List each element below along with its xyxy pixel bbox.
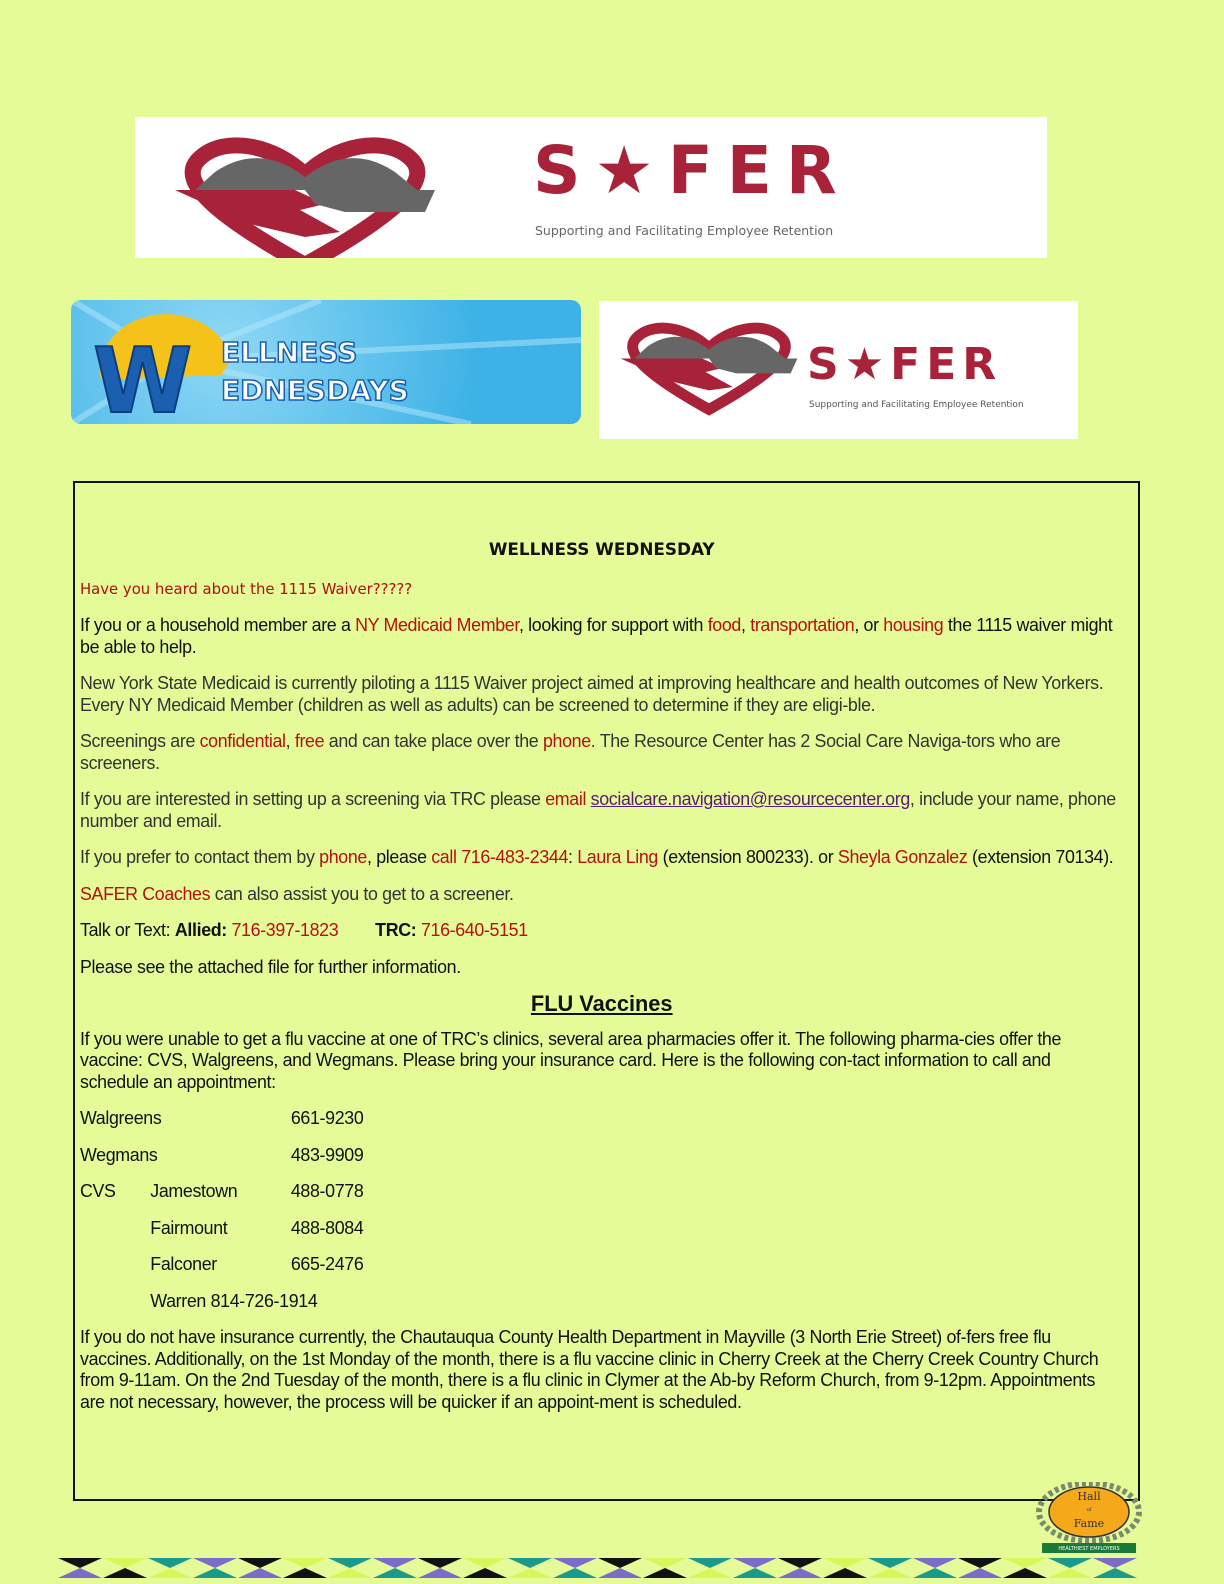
badge-line1: Hall bbox=[1077, 1490, 1101, 1503]
safer-logo-text: S★FER bbox=[533, 132, 851, 209]
strip-triangle bbox=[58, 1568, 102, 1578]
badge-ribbon: HEALTHIEST EMPLOYERS bbox=[1058, 1546, 1120, 1552]
strip-triangle bbox=[373, 1558, 417, 1568]
strip-triangle bbox=[1003, 1558, 1047, 1568]
flu-intro: If you were unable to get a flu vaccine at one of TRC’s clinics, several area pharmacies offer it. The following pharma-cies offer the vaccine: CVS, Walgreens, and Wegmans. Please bring your insurance card. Here is the following con-tact information to call and schedule an appointment: bbox=[80, 1028, 1062, 1092]
strip-triangle bbox=[148, 1568, 192, 1578]
banner-line1: ELLNESS bbox=[221, 336, 358, 369]
pharmacy-name bbox=[80, 1218, 150, 1240]
strip-triangle bbox=[958, 1558, 1002, 1568]
text-segment: Talk or Text: bbox=[80, 920, 175, 940]
text-segment: Screenings are bbox=[80, 731, 200, 751]
pharmacy-list bbox=[80, 1108, 1123, 1276]
text-segment: (extension 70134). bbox=[967, 847, 1114, 867]
text-segment: Sheyla Gonzalez bbox=[837, 847, 968, 867]
email-link[interactable]: socialcare.navigation@resourcecenter.org bbox=[590, 789, 910, 809]
text-segment: transportation bbox=[750, 615, 855, 635]
strip-triangle bbox=[148, 1558, 192, 1568]
strip-triangle bbox=[643, 1558, 687, 1568]
pharmacy-location: Fairmount bbox=[150, 1217, 228, 1238]
strip-triangle bbox=[373, 1568, 417, 1578]
text-segment: , looking for support with bbox=[518, 615, 708, 635]
strip-triangle bbox=[1048, 1568, 1092, 1578]
hall-of-fame-badge bbox=[1034, 1482, 1144, 1554]
safer-logo-tagline: Supporting and Facilitating Employee Retention bbox=[535, 223, 834, 238]
strip-triangle bbox=[238, 1558, 282, 1568]
strip-triangle bbox=[1048, 1558, 1092, 1568]
wellness-wednesdays-image bbox=[71, 300, 581, 424]
strip-triangle bbox=[103, 1558, 147, 1568]
paragraph bbox=[80, 673, 1123, 716]
strip-triangle bbox=[958, 1568, 1002, 1578]
safer-logo-image-small bbox=[599, 301, 1078, 439]
pharmacy-name: Wegmans bbox=[80, 1144, 158, 1165]
pharmacy-row bbox=[80, 1254, 1123, 1276]
strip-triangle bbox=[58, 1558, 102, 1568]
text-segment: and can take place over the bbox=[324, 731, 543, 751]
strip-triangle bbox=[463, 1568, 507, 1578]
pharmacy-phone: 483-9909 bbox=[290, 1144, 364, 1165]
text-segment: housing bbox=[883, 615, 944, 635]
pharmacy-location bbox=[150, 1145, 291, 1167]
text-segment: , or bbox=[854, 615, 884, 635]
strip-triangle bbox=[868, 1568, 912, 1578]
strip-triangle bbox=[103, 1568, 147, 1578]
pharmacy-name: Walgreens bbox=[80, 1108, 162, 1128]
text-segment: email bbox=[545, 789, 591, 809]
text-segment: Please see the attached file for further information. bbox=[80, 956, 461, 977]
strip-triangle bbox=[1093, 1558, 1137, 1568]
badge-line3: Fame bbox=[1073, 1517, 1105, 1530]
pharmacy-phone: 665-2476 bbox=[290, 1254, 364, 1274]
safer-logo-banner bbox=[135, 117, 1047, 258]
strip-triangle bbox=[508, 1568, 552, 1578]
paragraph bbox=[80, 731, 1123, 774]
strip-triangle bbox=[598, 1558, 642, 1568]
strip-triangle bbox=[238, 1568, 282, 1578]
text-segment: phone bbox=[542, 731, 591, 751]
strip-triangle bbox=[823, 1558, 867, 1568]
pharmacy-row bbox=[80, 1218, 1123, 1240]
pharmacy-name: CVS bbox=[80, 1181, 116, 1201]
paragraph bbox=[80, 884, 1123, 906]
strip-triangle bbox=[193, 1558, 237, 1568]
paragraph bbox=[80, 615, 1123, 658]
strip-triangle bbox=[733, 1558, 777, 1568]
text-segment: (extension 800233). or bbox=[658, 847, 838, 867]
text-segment: . The Resource Center has 2 Social Care Naviga-tors who are screeners. bbox=[80, 731, 1061, 773]
intro-question: Have you heard about the 1115 Waiver????? bbox=[80, 579, 413, 598]
text-segment: , include your name, phone number and email. bbox=[80, 789, 1116, 831]
strip-triangle bbox=[463, 1558, 507, 1568]
text-segment: Allied: bbox=[174, 920, 227, 940]
strip-triangle bbox=[778, 1568, 822, 1578]
strip-triangle bbox=[283, 1558, 327, 1568]
pharmacy-row bbox=[80, 1181, 1123, 1203]
pharmacy-phone: 661-9230 bbox=[290, 1108, 364, 1128]
text-segment: free bbox=[294, 731, 325, 751]
pharmacy-location: Jamestown bbox=[150, 1181, 238, 1201]
strip-triangle bbox=[328, 1568, 372, 1578]
decorative-border-strip bbox=[58, 1558, 1138, 1578]
pharmacy-phone: 488-8084 bbox=[290, 1217, 364, 1238]
strip-triangle bbox=[1003, 1568, 1047, 1578]
newsletter-content bbox=[80, 540, 1123, 1428]
strip-triangle bbox=[508, 1558, 552, 1568]
text-segment: can also assist you to get to a screener. bbox=[210, 883, 514, 904]
strip-triangle bbox=[328, 1558, 372, 1568]
strip-triangle bbox=[733, 1568, 777, 1578]
text-segment: , bbox=[285, 731, 295, 751]
text-segment: , please bbox=[366, 847, 432, 867]
text-segment: If you or a household member are a bbox=[80, 615, 356, 635]
strip-triangle bbox=[193, 1568, 237, 1578]
wellness-wednesdays-banner bbox=[71, 300, 581, 424]
safer-logo-tagline-small: Supporting and Facilitating Employee Retention bbox=[809, 400, 1024, 410]
text-segment: confidential bbox=[199, 731, 286, 751]
text-segment: call 716-483-2344 bbox=[431, 847, 569, 867]
strip-triangle bbox=[598, 1568, 642, 1578]
text-segment: SAFER Coaches bbox=[80, 883, 211, 904]
pharmacy-location bbox=[150, 1108, 291, 1130]
strip-triangle bbox=[553, 1558, 597, 1568]
flu-heading: FLU Vaccines bbox=[530, 991, 673, 1016]
banner-initial: W bbox=[93, 329, 193, 424]
pharmacy-phone: 488-0778 bbox=[290, 1181, 364, 1201]
strip-triangle bbox=[688, 1568, 732, 1578]
strip-triangle bbox=[913, 1558, 957, 1568]
text-segment: NY Medicaid Member bbox=[355, 615, 519, 635]
flu-closing: If you do not have insurance currently, the Chautauqua County Health Department in Mayville (3 North Erie Street) of-fers free flu vaccines. Additionally, on the 1st Monday of the month, there is a flu vaccine clinic in Cherry Creek at the Cherry Creek Country Church from 9-11am. On the 2nd Tuesday of the month, there is a flu clinic in Clymer at the Ab-by Reform Church, from 9-12pm. Appointments are not necessary, however, the process will be quicker if an appoint-ment is scheduled. bbox=[80, 1327, 1099, 1412]
strip-triangle bbox=[418, 1568, 462, 1578]
text-segment: , bbox=[740, 615, 751, 635]
banner-line2: EDNESDAYS bbox=[221, 374, 409, 407]
strip-triangle bbox=[913, 1568, 957, 1578]
text-segment: phone bbox=[319, 847, 367, 867]
page-title: WELLNESS WEDNESDAY bbox=[488, 540, 715, 560]
text-segment: 716-397-1823 bbox=[226, 920, 339, 940]
pharmacy-location: Falconer bbox=[150, 1254, 217, 1274]
badge-line2: of bbox=[1086, 1507, 1092, 1513]
text-segment: the 1115 waiver might be able to help. bbox=[80, 615, 1113, 657]
warren-contact: Warren 814-726-1914 bbox=[150, 1290, 318, 1311]
text-segment: food bbox=[707, 615, 741, 635]
text-segment: : bbox=[568, 847, 578, 867]
safer-logo-image bbox=[135, 117, 1047, 258]
strip-triangle bbox=[643, 1568, 687, 1578]
strip-triangle bbox=[688, 1558, 732, 1568]
paragraph bbox=[80, 920, 1123, 942]
text-segment bbox=[338, 920, 375, 940]
text-segment: TRC: bbox=[375, 920, 417, 940]
strip-triangle bbox=[1093, 1568, 1137, 1578]
strip-triangle bbox=[778, 1558, 822, 1568]
paragraph bbox=[80, 789, 1123, 832]
strip-triangle bbox=[418, 1558, 462, 1568]
text-segment: If you are interested in setting up a screening via TRC please bbox=[80, 789, 546, 809]
safer-logo-text-small: S★FER bbox=[807, 339, 1003, 390]
strip-triangle bbox=[868, 1558, 912, 1568]
pharmacy-row-warren bbox=[80, 1291, 1123, 1313]
strip-triangle bbox=[823, 1568, 867, 1578]
text-segment: If you prefer to contact them by bbox=[80, 847, 320, 867]
waiver-paragraphs bbox=[80, 615, 1123, 978]
text-segment: 716-640-5151 bbox=[416, 920, 528, 940]
strip-triangle bbox=[283, 1568, 327, 1578]
pharmacy-name bbox=[80, 1254, 150, 1276]
text-segment: Laura Ling bbox=[577, 847, 659, 867]
safer-logo-small bbox=[599, 301, 1078, 439]
text-segment: New York State Medicaid is currently piloting a 1115 Waiver project aimed at improving healthcare and health outcomes of New Yorkers. Every NY Medicaid Member (children as well as adults) can be screened to determine if they are eligi-ble. bbox=[80, 673, 1104, 715]
pharmacy-row bbox=[80, 1145, 1123, 1167]
paragraph bbox=[80, 957, 1123, 979]
strip-triangle bbox=[553, 1568, 597, 1578]
pharmacy-row bbox=[80, 1108, 1123, 1130]
paragraph bbox=[80, 847, 1123, 869]
